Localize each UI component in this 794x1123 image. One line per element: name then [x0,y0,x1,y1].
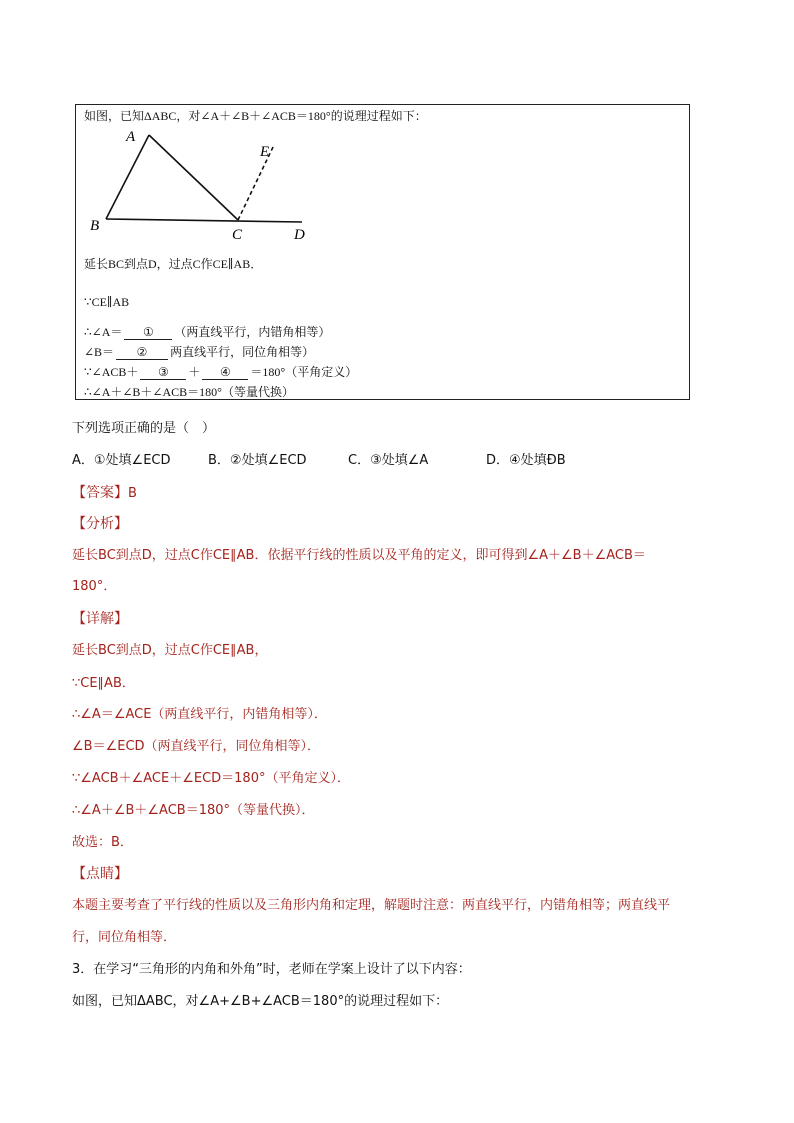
blank-1: ① [124,325,172,340]
segment-bd [106,219,302,222]
box-because: ∵CE∥AB [84,295,130,309]
comment-tag: 【点睛】 [72,866,128,882]
blank-3: ③ [140,365,186,380]
detail-tag: 【详解】 [72,611,128,627]
box-extend: 延长BC到点D，过点C作CE∥AB． [84,257,263,271]
question-text: 下列选项正确的是（ ） [72,421,216,436]
option-d: D．④处填ÐB [486,453,566,468]
triangle-figure [84,127,324,247]
detail-line-4: ∠B＝∠ECD（两直线平行，同位角相等）． [72,739,321,754]
blank-4: ④ [202,365,248,380]
blank-2: ② [116,345,168,360]
label-d: D [294,227,305,243]
analysis-tag: 【分析】 [72,516,128,532]
comment-line-1: 本题主要考查了平行线的性质以及三角形内角和定理，解题时注意：两直线平行，内错角相等；两直线平 [72,898,671,913]
label-a: A [126,129,136,145]
option-a: A．①处填∠ECD [72,453,171,468]
label-b: B [90,218,100,234]
box-step2: ∠B＝ ② 两直线平行，同位角相等） [84,345,315,359]
problem-box [75,104,690,400]
box-step3: ∵∠ACB＋ ③ ＋ ④ ＝180°（平角定义） [84,365,358,379]
box-intro: 如图，已知ΔABC，对∠A＋∠B＋∠ACB＝180°的说理过程如下： [84,109,427,123]
detail-line-1: 延长BC到点D，过点C作CE∥AB， [72,643,268,658]
q3-line-2: 如图，已知ΔABC，对∠A+∠B+∠ACB＝180°的说理过程如下： [72,994,449,1009]
answer-section [72,484,137,503]
box-step1: ∴∠A＝ ① （两直线平行，内错角相等） [84,325,331,339]
label-c: C [232,227,243,243]
detail-line-6: ∴∠A＋∠B＋∠ACB＝180°（等量代换）． [72,803,315,818]
box-step4: ∴∠A＋∠B＋∠ACB＝180°（等量代换） [84,385,294,399]
segment-ac [149,135,238,220]
option-c: C．③处填∠A [348,453,429,468]
detail-line-7: 故选：B． [72,835,133,850]
segment-ba [106,135,149,219]
answer-tag: 【答案】 [72,485,128,501]
option-b: B．②处填∠ECD [208,453,307,468]
label-e: E [260,144,270,160]
comment-line-2: 行，同位角相等． [72,930,177,945]
analysis-line-2: 180°． [72,579,117,594]
detail-line-2: ∵CE∥AB． [72,676,135,691]
analysis-line-1: 延长BC到点D，过点C作CE∥AB．依据平行线的性质以及平角的定义，即可得到∠A＋∠B＋∠ACB＝ [72,548,646,563]
answer-value: B [128,486,137,501]
q3-line-1: 3．在学习“三角形的内角和外角”时，老师在学案上设计了以下内容： [72,962,471,977]
detail-line-3: ∴∠A＝∠ACE（两直线平行，内错角相等）． [72,707,327,722]
detail-line-5: ∵∠ACB＋∠ACE＋∠ECD＝180°（平角定义）． [72,771,350,786]
